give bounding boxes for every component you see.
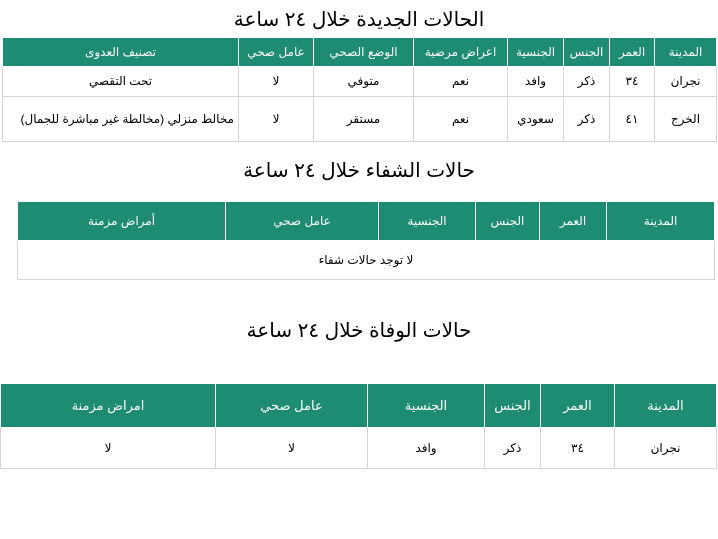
table-header-row <box>3 38 717 67</box>
cell-nationality: سعودي <box>508 97 564 142</box>
header-health-status: الوضع الصحي <box>314 38 414 67</box>
table-header-row <box>18 202 715 241</box>
table-row <box>1 428 717 469</box>
header-chronic-diseases: امراض مزمنة <box>1 384 216 428</box>
header-infection-class: تصنيف العدوى <box>3 38 239 67</box>
header-health-worker: عامل صحي <box>216 384 368 428</box>
header-gender: الجنس <box>485 384 541 428</box>
header-city: المدينة <box>615 384 717 428</box>
header-symptoms: اعراض مرضية <box>414 38 508 67</box>
header-age: العمر <box>541 384 615 428</box>
cell-symptoms: نعم <box>414 67 508 97</box>
cell-health-status: مستقر <box>314 97 414 142</box>
cell-health-worker: لا <box>239 67 314 97</box>
header-health-worker: عامل صحي <box>239 38 314 67</box>
cell-chronic-diseases: لا <box>1 428 216 469</box>
recovery-cases-table <box>17 201 715 280</box>
header-gender: الجنس <box>564 38 610 67</box>
cell-age: ٤١ <box>610 97 655 142</box>
table-row <box>3 97 717 142</box>
cell-age: ٣٤ <box>610 67 655 97</box>
header-age: العمر <box>610 38 655 67</box>
header-nationality: الجنسية <box>379 202 476 241</box>
cell-health-worker: لا <box>216 428 368 469</box>
header-gender: الجنس <box>476 202 540 241</box>
death-cases-table <box>0 383 717 469</box>
header-nationality: الجنسية <box>508 38 564 67</box>
cell-city: نجران <box>655 67 717 97</box>
header-city: المدينة <box>655 38 717 67</box>
recovery-cases-title: حالات الشفاء خلال ٢٤ ساعة <box>243 160 475 182</box>
cell-infection-class: تحت التقصي <box>3 67 239 97</box>
table-header-row <box>1 384 717 428</box>
header-age: العمر <box>540 202 607 241</box>
header-chronic-diseases: أمراض مزمنة <box>18 202 226 241</box>
cell-gender: ذكر <box>564 97 610 142</box>
empty-message: لا توجد حالات شفاء <box>18 241 715 280</box>
cell-nationality: وافد <box>368 428 485 469</box>
cell-infection-class: مخالط منزلي (مخالطة غير مباشرة للجمال) <box>3 97 239 142</box>
header-city: المدينة <box>607 202 715 241</box>
cell-city: نجران <box>615 428 717 469</box>
cell-health-worker: لا <box>239 97 314 142</box>
death-cases-title: حالات الوفاة خلال ٢٤ ساعة <box>246 320 472 342</box>
table-row <box>3 67 717 97</box>
header-nationality: الجنسية <box>368 384 485 428</box>
cell-age: ٣٤ <box>541 428 615 469</box>
cell-gender: ذكر <box>485 428 541 469</box>
table-row <box>18 241 715 280</box>
new-cases-title: الحالات الجديدة خلال ٢٤ ساعة <box>233 9 485 31</box>
cell-health-status: متوفي <box>314 67 414 97</box>
new-cases-table <box>2 37 717 142</box>
header-health-worker: عامل صحي <box>226 202 379 241</box>
cell-gender: ذكر <box>564 67 610 97</box>
cell-nationality: وافد <box>508 67 564 97</box>
cell-symptoms: نعم <box>414 97 508 142</box>
cell-city: الخرج <box>655 97 717 142</box>
